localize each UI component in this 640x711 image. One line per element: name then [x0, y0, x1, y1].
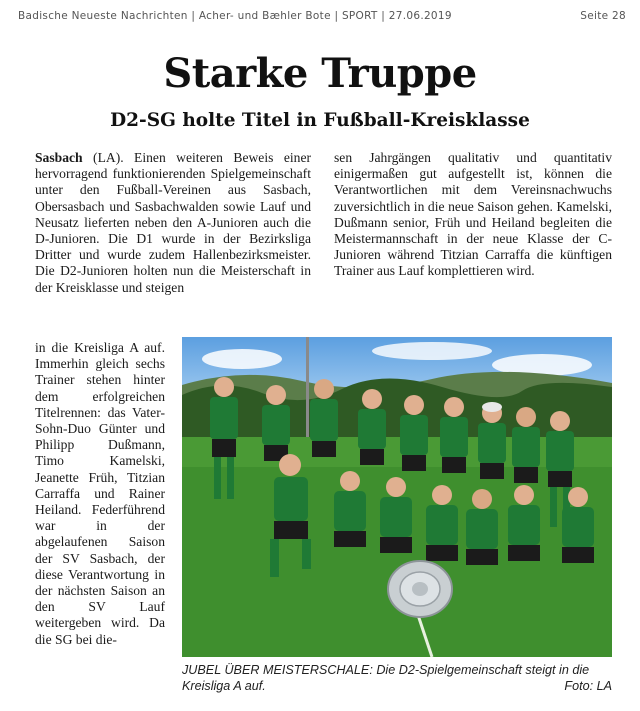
photo-credit: Foto: LA [564, 678, 612, 693]
photo-caption [182, 663, 612, 694]
article-column-2 [334, 150, 612, 280]
article-column-narrow [35, 340, 165, 648]
column-2-text: sen Jahrgängen qualitativ und quantitativ einigermaßen gut aufgestellt ist, können die Verantwortlichen mit dem Vereinsnachwuchs zuversichtlich in die neue Saison gehen. Kamelski, Dußmann senior, Früh und Heiland begleiten die Meistermannschaft in der neue Klasse der C-Junioren während Titzian Carraffa die künftigen Trainer aus Lauf komplettieren wird. [334, 150, 612, 279]
column-1-text: (LA). Einen weiteren Beweis einer hervorragend funktionierenden Spielgemeinschaft unter den Fußball-Vereinen aus Sasbach, Obersasbach und Sasbachwalden sowie Lauf und Neusatz lieferten neben den A-Junioren auch die D-Junioren. Die D1 wurde in der Bezirksliga Dritter und wurde zudem Hallenbezirksmeister. Die D2-Junioren holten nun die Meisterschaft in der Kreisklasse und steigen [35, 150, 312, 295]
caption-text: JUBEL ÜBER MEISTERSCHALE: Die D2-Spielgemeinschaft steigt in die Kreisliga A auf. [182, 663, 590, 693]
dateline: Sasbach [35, 150, 83, 165]
page-number: Seite 28 [580, 10, 626, 22]
newspaper-header [14, 10, 626, 28]
team-photo [182, 337, 612, 657]
column-narrow-text: in die Kreisliga A auf. Immerhin gleich sechs Trainer stehen hinter dem erfolgreichen Titelrennen: das Vater-Sohn-Duo Günter und Philipp Dußmann, Timo Kamelski, Jeanette Früh, Titzian Carraffa und Rainer Heiland. Federführend war in der abgelaufenen Saison der SV Sasbach, der diese Verantwortung in der nächsten Saison an den SV Lauf weitergeben wird. Da die SG bei die- [35, 340, 165, 647]
team-photo-illustration [182, 337, 612, 657]
article-headline: Starke Truppe [163, 50, 477, 97]
source-line: Badische Neueste Nachrichten | Acher- und Bæhler Bote | SPORT | 27.06.2019 [18, 10, 452, 22]
trophy-plate-icon [388, 561, 452, 617]
article-subheadline: D2-SG holte Titel in Fußball-Kreisklasse [110, 110, 530, 131]
article-column-1 [35, 150, 311, 296]
